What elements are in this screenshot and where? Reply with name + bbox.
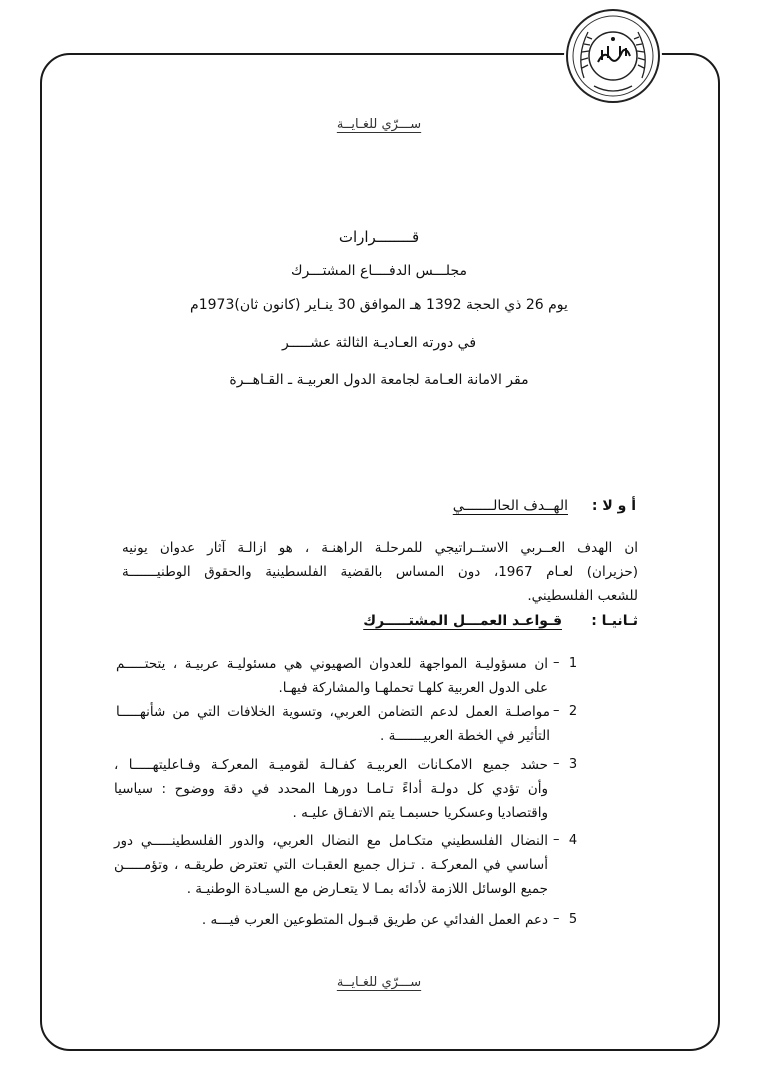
item-three-line: وأن تؤدي كل دولـة أداءً تـامـا دورهـا المحدد في دقة ووضوح : سياسيا: [114, 781, 548, 797]
section-one-heading: الهــدف الحالـــــــي: [452, 498, 568, 514]
item-dash: –: [553, 655, 560, 670]
item-dash: –: [553, 756, 560, 771]
item-two-line: مواصلـة العمل لدعم التضامن العربي، وتسوية الخلافات التي من شأنهـــــا: [116, 704, 550, 720]
item-three-line: واقتصاديا وعسكريا حسبمـا يتم الاتفـاق عليـه .: [292, 805, 548, 821]
section-two-label: ثـانيـا :: [591, 613, 638, 629]
item-five-line: دعم العمل الفدائي عن طريق قبـول المتطوعين العرب فيـــه .: [201, 912, 548, 928]
item-two-line: التأثير في الخطة العربيـــــــة .: [380, 728, 550, 744]
session-info: في دورته العـاديـة الثالثة عشـــــر: [281, 335, 477, 351]
item-number: 4: [568, 833, 578, 848]
item-number: 3: [568, 757, 578, 772]
item-number: 2: [568, 704, 578, 719]
section-one-line: ان الهدف العــربي الاستــراتيجي للمرحلـة الراهنـة ، هو ازالـة آثار عدوان يونيه: [122, 540, 638, 556]
item-number: 1: [568, 656, 578, 671]
item-four-line: جميع الوسائل اللازمة لأدائه بمـا لا يتعـارض مع السيـادة الوطنيـة .: [186, 881, 548, 897]
classification-header: ســـرّي للغـايــة: [336, 117, 422, 132]
item-one-line: على الدول العربية كلهـا تحملهـا والمشاركة فيهـا.: [278, 680, 548, 696]
section-one-label: أ و لا :: [591, 498, 636, 514]
classification-footer: ســـرّي للغـايــة: [336, 975, 422, 990]
council-name: مجلـــس الدفــــاع المشتـــرك: [291, 263, 467, 279]
item-four-line: النضال الفلسطيني متكـامل مع النضال العربي، والدور الفلسطينـــــي دور: [114, 833, 548, 849]
section-one-line: للشعب الفلسطيني.: [527, 588, 638, 604]
item-dash: –: [553, 703, 560, 718]
arab-league-emblem: [564, 6, 662, 106]
item-four-line: أساسي في المعركـة . تـزال جميع العقبـات التي تعترض طريقـه ، وتؤمـــــن: [114, 857, 548, 873]
section-one-line: (حزيران) لعـام 1967، دون المساس بالقضية الفلسطينية والحقوق الوطنيـــــــة: [122, 564, 638, 580]
item-three-line: حشد جميع الامكـانات العربيـة كفـالـة لقوميـة المعركـة وفـاعليتهـــــا ،: [114, 757, 548, 773]
item-number: 5: [568, 912, 578, 927]
document-title: قــــــــرارات: [338, 228, 420, 246]
item-one-line: ان مسؤوليـة المواجهة للعدوان الصهيوني هي مسئوليـة عربيـة ، يتحتـــــم: [116, 656, 548, 672]
meeting-location: مقر الامانة العـامة لجامعة الدول العربيـة ـ القـاهــرة: [229, 372, 529, 388]
item-dash: –: [553, 911, 560, 926]
item-dash: –: [553, 832, 560, 847]
meeting-date: يوم 26 ذي الحجة 1392 هـ الموافق 30 ينـاير (كانون ثان)1973م: [190, 297, 568, 313]
section-two-heading: قـواعـد العمـــل المشتـــــرك: [363, 613, 562, 629]
